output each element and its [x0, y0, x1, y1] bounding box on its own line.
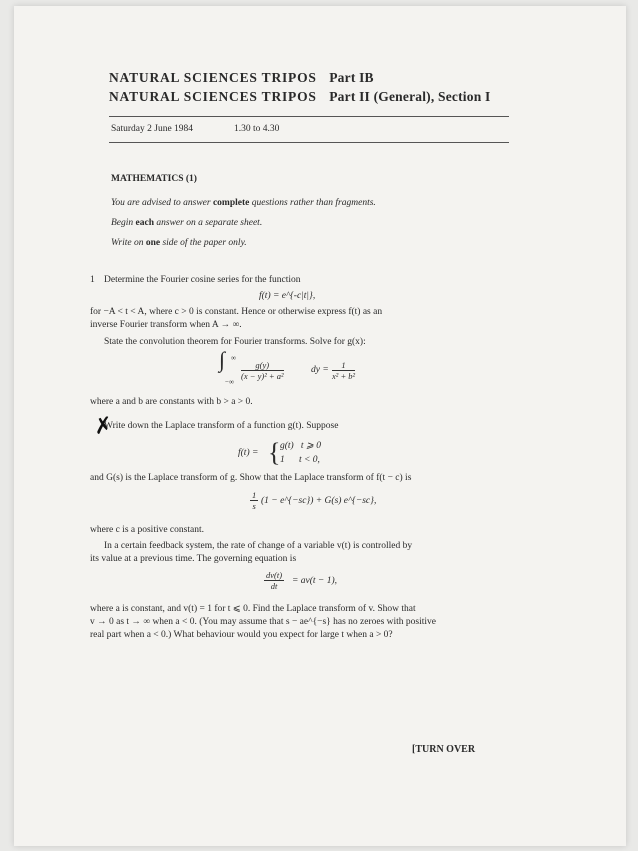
instruction-3 — [111, 238, 247, 248]
q2-line-4: In a certain feedback system, the rate of change of a variable v(t) is controlled by — [104, 541, 413, 551]
instruction-2-pre: Begin — [111, 218, 134, 228]
turn-over-label: [TURN OVER — [412, 744, 476, 755]
q2-eq1-lhs: f(t) = — [238, 448, 259, 458]
q2-line-3: where c is a positive constant. — [90, 525, 204, 535]
instruction-3-pre: Write on — [111, 238, 144, 248]
integral-lower-limit: −∞ — [225, 378, 234, 386]
q2-eq1-case-1: g(t) t ⩾ 0 — [280, 441, 321, 451]
tripos-title-1: NATURAL SCIENCES TRIPOS — [109, 70, 317, 85]
q1-line-4: State the convolution theorem for Fourier transforms. Solve for g(x): — [104, 337, 366, 347]
instruction-1-bold: complete — [212, 198, 250, 208]
q2-line-7: v → 0 as t → ∞ when a < 0. (You may assume that s − ae^{−s} has no zeroes with positive — [90, 617, 437, 627]
q2-eq3-denominator: dt — [270, 581, 278, 591]
tripos-part-1: Part IB — [329, 70, 374, 85]
q2-line-6: where a is constant, and v(t) = 1 for t ⩽ 0. Find the Laplace transform of v. Show that — [90, 604, 416, 614]
instruction-1-post: questions rather than fragments. — [251, 198, 376, 208]
q2-eq3-fraction — [264, 570, 284, 591]
q1-eq2-numerator: g(y) — [241, 360, 284, 371]
q2-eq3-rest: = av(t − 1), — [292, 576, 338, 586]
instruction-1 — [111, 198, 376, 208]
q1-eq2-rhs — [332, 360, 355, 381]
integral-upper-limit: ∞ — [231, 354, 236, 362]
instruction-2-post: answer on a separate sheet. — [156, 218, 263, 228]
q2-eq2-rest: (1 − e^{−sc}) + G(s) e^{−sc}, — [261, 496, 377, 506]
q2-line-5: its value at a previous time. The governing equation is — [90, 554, 297, 564]
q1-eq2-dy: dy = — [311, 365, 329, 375]
q1-line-2: for −A < t < A, where c > 0 is constant. Hence or otherwise express f(t) as an — [90, 307, 383, 317]
integral-sign: ∫ — [219, 347, 226, 372]
tripos-line-2 — [109, 89, 490, 105]
q2-eq2-fraction — [250, 490, 258, 511]
subject-title: MATHEMATICS (1) — [111, 174, 197, 184]
q1-equation-1: f(t) = e^{-c|t|}, — [259, 291, 316, 301]
q2-line-2: and G(s) is the Laplace transform of g. Show that the Laplace transform of f(t − c) is — [90, 473, 412, 483]
instruction-2 — [111, 218, 262, 228]
q1-line-1: Determine the Fourier cosine series for the function — [104, 275, 301, 285]
tripos-title-2: NATURAL SCIENCES TRIPOS — [109, 89, 317, 104]
instruction-3-post: side of the paper only. — [162, 238, 247, 248]
header-rule-top — [109, 116, 509, 117]
q1-line-3: inverse Fourier transform when A → ∞. — [90, 320, 242, 330]
exam-page — [14, 6, 626, 846]
handwritten-cross-mark: ✗ — [92, 412, 115, 441]
q1-eq2-rhs-denominator: x² + b² — [332, 371, 356, 381]
q1-eq2-fraction — [241, 360, 284, 381]
q2-eq2-numerator: 1 — [252, 490, 257, 500]
exam-date: Saturday 2 June 1984 — [111, 124, 194, 134]
instruction-3-bold: one — [145, 238, 161, 248]
q2-line-1: Write down the Laplace transform of a function g(t). Suppose — [104, 421, 339, 431]
tripos-line-1 — [109, 70, 374, 86]
q1-number: 1 — [90, 275, 95, 285]
q1-line-5: where a and b are constants with b > a > 0. — [90, 397, 253, 407]
q1-eq2-rhs-numerator: 1 — [332, 360, 355, 371]
instruction-2-bold: each — [135, 218, 155, 228]
header-rule-bottom — [109, 142, 509, 143]
tripos-part-2: Part II (General), Section I — [329, 89, 491, 104]
instruction-1-pre: You are advised to answer — [111, 198, 211, 208]
q2-line-8: real part when a < 0.) What behaviour would you expect for large t when a > 0? — [90, 630, 393, 640]
q2-eq2-denominator: s — [252, 501, 256, 511]
exam-time: 1.30 to 4.30 — [234, 124, 280, 134]
q2-eq3-numerator: dv(t) — [266, 570, 283, 580]
q2-eq1-brace: { — [268, 438, 281, 467]
q1-eq2-denominator: (x − y)² + a² — [241, 371, 284, 381]
q2-eq1-case-2: 1 t < 0, — [280, 455, 320, 465]
